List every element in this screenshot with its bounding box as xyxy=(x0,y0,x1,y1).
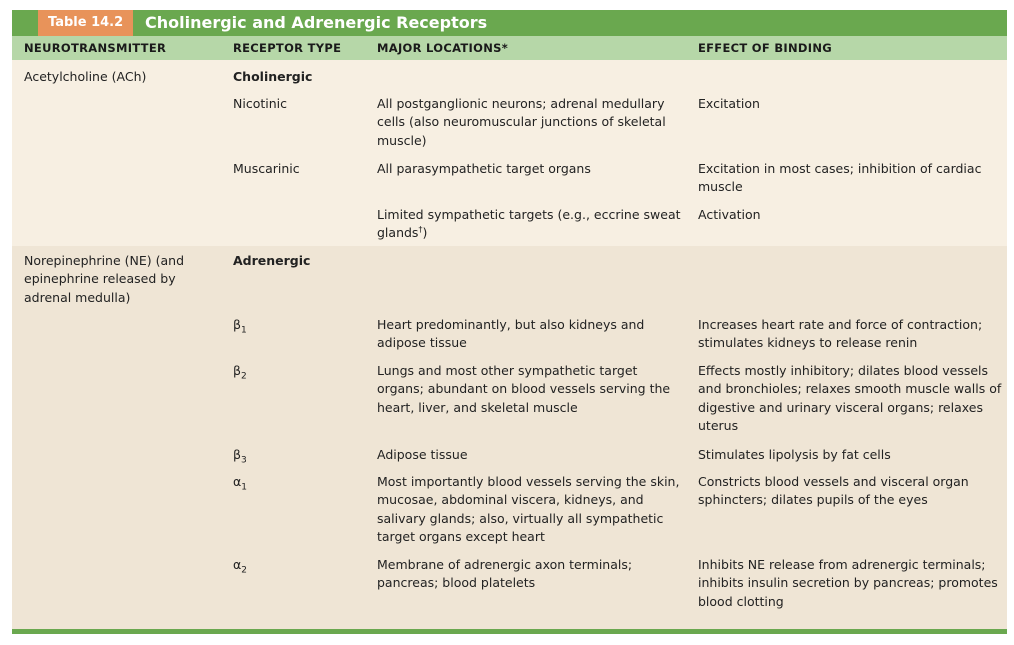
adrenergic-section xyxy=(12,246,1007,629)
receptor-muscarinic: Muscarinic xyxy=(233,161,300,176)
receptor-subscript: 3 xyxy=(240,455,247,466)
locations-sympathetic-text: Limited sympathetic targets (e.g., eccrine sweat glands xyxy=(377,207,681,241)
effect-beta1: Increases heart rate and force of contraction; stimulates kidneys to release renin xyxy=(698,317,983,351)
effect-muscarinic: Excitation in most cases; inhibition of cardiac muscle xyxy=(698,161,982,195)
effect-activation: Activation xyxy=(698,207,761,222)
locations-alpha2: Membrane of adrenergic axon terminals; pancreas; blood platelets xyxy=(377,557,633,591)
header-effect-of-binding: EFFECT OF BINDING xyxy=(698,41,833,55)
header-major-locations: MAJOR LOCATIONS* xyxy=(377,41,509,55)
header-receptor-type: RECEPTOR TYPE xyxy=(233,41,342,55)
locations-beta2: Lungs and most other sympathetic target organs; abundant on blood vessels serving the heart, liver, and skeletal muscle xyxy=(377,363,671,415)
transmitter-ne: Norepinephrine (NE) (and epinephrine released by adrenal medulla) xyxy=(24,253,184,305)
receptor-beta1 xyxy=(233,316,373,334)
table-title: Cholinergic and Adrenergic Receptors xyxy=(145,13,488,32)
group-label-adrenergic: Adrenergic xyxy=(233,253,311,268)
receptor-alpha2 xyxy=(233,556,373,574)
receptor-symbol: β xyxy=(233,363,241,378)
receptor-symbol: α xyxy=(233,557,242,572)
effect-alpha1: Constricts blood vessels and visceral organ sphincters; dilates pupils of the eyes xyxy=(698,474,969,508)
receptor-symbol: β xyxy=(233,447,241,462)
table-number: Table 14.2 xyxy=(38,10,133,36)
header-row xyxy=(12,36,1007,60)
effect-beta2: Effects mostly inhibitory; dilates blood vessels and bronchioles; relaxes smooth muscle walls of digestive and urinary visceral organs; relaxes uterus xyxy=(698,363,1002,433)
cholinergic-section xyxy=(12,60,1007,246)
transmitter-ach: Acetylcholine (ACh) xyxy=(24,69,147,84)
receptor-nicotinic: Nicotinic xyxy=(233,96,287,111)
header-neurotransmitter: NEUROTRANSMITTER xyxy=(24,41,167,55)
receptor-subscript: 2 xyxy=(240,371,247,382)
locations-nicotinic: All postganglionic neurons; adrenal medullary cells (also neuromuscular junctions of skeletal muscle) xyxy=(377,96,666,148)
receptor-symbol: β xyxy=(233,317,241,332)
receptor-subscript: 1 xyxy=(241,482,247,493)
receptor-subscript: 1 xyxy=(240,325,247,336)
locations-beta1: Heart predominantly, but also kidneys and adipose tissue xyxy=(377,317,645,351)
receptor-symbol: α xyxy=(233,474,242,489)
receptor-subscript: 2 xyxy=(241,565,247,576)
receptor-beta3 xyxy=(233,446,373,464)
receptor-table xyxy=(12,10,1007,634)
group-label-cholinergic: Cholinergic xyxy=(233,69,313,84)
locations-muscarinic: All parasympathetic target organs xyxy=(377,161,591,176)
effect-beta3: Stimulates lipolysis by fat cells xyxy=(698,447,891,462)
table-title-bar xyxy=(12,10,1007,36)
locations-beta3: Adipose tissue xyxy=(377,447,468,462)
locations-alpha1: Most importantly blood vessels serving the skin, mucosae, abdominal viscera, kidneys, and salivary glands; also, virtually all sympathetic target organs except heart xyxy=(377,474,680,544)
table-bottom-rule xyxy=(12,629,1007,634)
effect-alpha2: Inhibits NE release from adrenergic terminals; inhibits insulin secretion by pancreas; promotes blood clotting xyxy=(698,557,998,609)
locations-sympathetic-tail: ) xyxy=(422,225,428,241)
locations-sympathetic-targets xyxy=(377,206,682,243)
receptor-beta2 xyxy=(233,362,373,380)
receptor-alpha1 xyxy=(233,473,373,491)
effect-nicotinic: Excitation xyxy=(698,96,760,111)
dagger-footnote-mark: † xyxy=(418,225,423,235)
